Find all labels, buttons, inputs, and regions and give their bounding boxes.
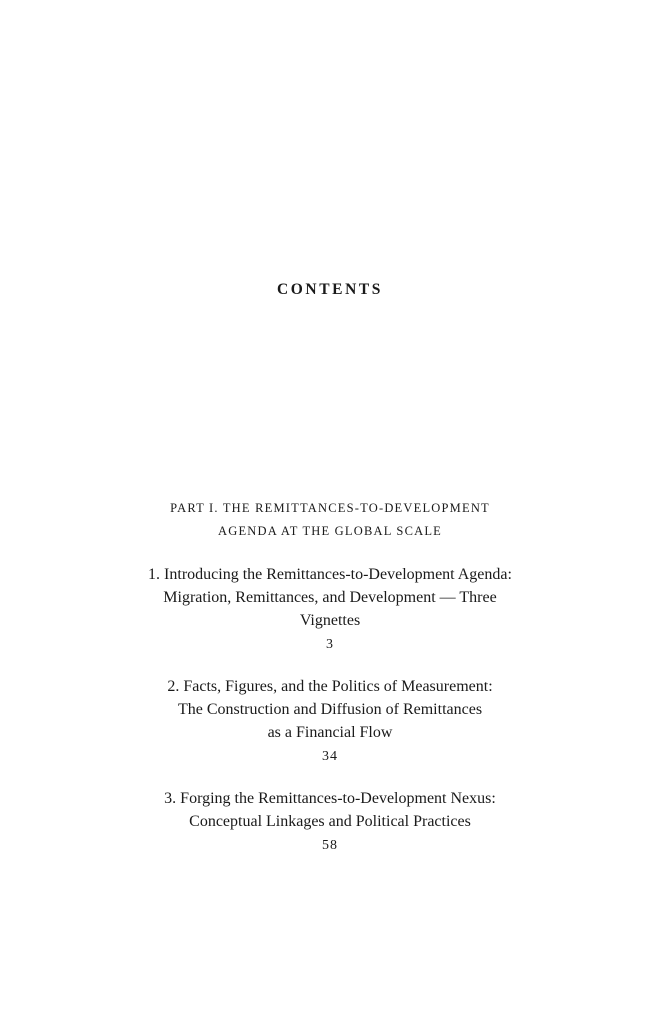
- part-heading-line-2: AGENDA AT THE GLOBAL SCALE: [217, 524, 443, 538]
- part-heading-line-1: PART I. THE REMITTANCES-TO-DEVELOPMENT: [170, 501, 490, 515]
- toc-entry-title-line-3: as a Financial Flow: [267, 724, 393, 741]
- toc-entry-title-line-2: Conceptual Linkages and Political Practices: [189, 813, 471, 830]
- toc-entry-page-number: 58: [322, 838, 338, 853]
- toc-entry-title-line-1: [100, 563, 560, 586]
- toc-entry-number: 3.: [164, 790, 177, 807]
- toc-entry-title-line-1: [100, 787, 560, 810]
- toc-entry-number: 1.: [148, 566, 161, 583]
- toc-entry[interactable]: [100, 563, 560, 656]
- contents-heading: CONTENTS: [276, 281, 384, 298]
- toc-entry-title-text: Forging the Remittances-to-Development Nexus:: [180, 790, 496, 807]
- toc-entry-page-number: 34: [322, 749, 338, 764]
- toc-entry-title-line-1: [100, 675, 560, 698]
- toc-entry-title-text: Facts, Figures, and the Politics of Measurement:: [183, 678, 493, 695]
- part-heading: [110, 497, 550, 543]
- toc-entry-number: 2.: [167, 678, 180, 695]
- toc-entry-title-line-3: Vignettes: [299, 612, 361, 629]
- toc-entry-page-number: 3: [326, 637, 334, 652]
- toc-entry-title-line-2: Migration, Remittances, and Development — Three: [163, 589, 497, 606]
- toc-entry[interactable]: [100, 675, 560, 768]
- toc-entry[interactable]: [100, 787, 560, 857]
- toc-entry-title-text: Introducing the Remittances-to-Development Agenda:: [164, 566, 512, 583]
- toc-entry-title-line-2: The Construction and Diffusion of Remittances: [177, 701, 483, 718]
